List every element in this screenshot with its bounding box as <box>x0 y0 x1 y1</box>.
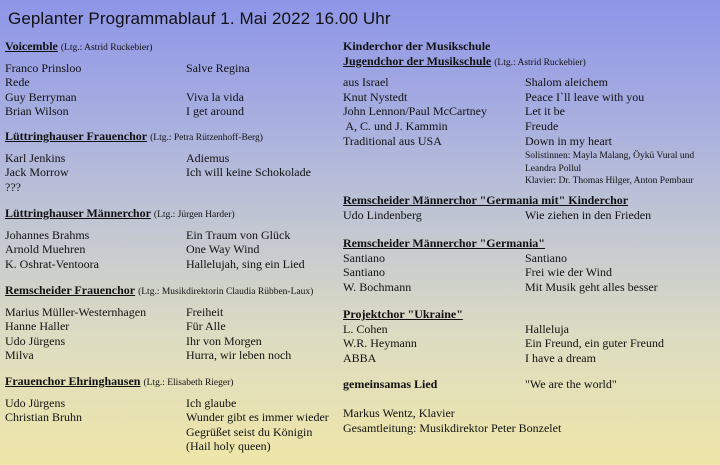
conductor: (Ltg.: Jürgen Harder) <box>153 210 235 220</box>
conductor: (Ltg.: Petra Rützenhoff-Berg) <box>150 133 263 143</box>
conductor: (Ltg.: Elisabeth Rieger) <box>143 378 234 388</box>
choir-name: Lüttringhauser Frauenchor <box>5 129 148 143</box>
program-row: ??? <box>5 179 21 194</box>
piano-note: Klavier: Dr. Thomas Hilger, Anton Pembaur <box>525 175 694 186</box>
section-luettringhauser-frauenchor <box>5 129 311 194</box>
program-row: Santiano Frei wie der Wind <box>343 265 612 280</box>
program-row: Rede <box>5 75 30 90</box>
choir-name: Voicemble <box>5 39 58 53</box>
soloists-note: Solistinnen: Mayla Malang, Öykü Vural und <box>525 151 695 162</box>
program-row: Hanne Haller Für Alle <box>5 319 226 334</box>
section-voicemble <box>5 39 250 119</box>
conductor: (Ltg.: Astrid Ruckebier) <box>494 57 586 68</box>
section-kinderchor <box>343 39 694 187</box>
program-row: Traditional aus USA Down in my heart <box>343 133 612 148</box>
joint-song-title: "We are the world" <box>525 377 617 391</box>
program-row: Santiano Santiano <box>343 250 567 265</box>
program-row: aus Israel Shalom aleichem <box>343 75 608 90</box>
program-row: Christian Bruhn Wunder gibt es immer wieder <box>5 410 329 425</box>
choir-name: Remscheider Frauenchor <box>5 283 136 297</box>
program-row: W.R. Heymann Ein Freund, ein guter Freund <box>343 336 664 351</box>
program-row: Udo Jürgens Ich glaube <box>5 395 237 410</box>
program-row: Guy Berryman Viva la vida <box>5 89 244 104</box>
choir-name: Frauenchor Ehringhausen <box>5 374 141 388</box>
choir-name: Remscheider Männerchor "Germania mit" Kinderchor <box>343 193 629 207</box>
program-row: L. Cohen Halleluja <box>343 321 569 336</box>
section-germania <box>343 236 658 294</box>
conductor: (Ltg.: Musikdirektorin Claudia Rübben-Laux) <box>138 287 314 297</box>
program-row: Udo Jürgens Ihr von Morgen <box>5 333 262 348</box>
pianist-credit: Markus Wentz, Klavier <box>343 406 455 420</box>
soloists-note: Leandra Pollul <box>525 163 582 174</box>
page-title: Geplanter Programmablauf 1. Mai 2022 16.00 Uhr <box>8 9 391 28</box>
section-ukraine <box>343 307 664 365</box>
program-row: A, C. und J. Kammin Freude <box>343 118 559 133</box>
overall-direction-credit: Gesamtleitung: Musikdirektor Peter Bonzelet <box>343 420 562 435</box>
section-remscheider-frauenchor <box>5 283 313 363</box>
choir-name: Kinderchor der Musikschule <box>343 39 491 53</box>
program-row: Marius Müller-Westernhagen Freiheit <box>5 304 224 319</box>
program-row: Karl Jenkins Adiemus <box>5 150 230 165</box>
program-row: W. Bochmann Mit Musik geht alles besser <box>343 279 658 294</box>
joint-song-label: gemeinsamas Lied <box>343 377 438 391</box>
section-germania-kinderchor <box>343 193 651 222</box>
program-row: Milva Hurra, wir leben noch <box>5 348 292 363</box>
choir-name: Jugendchor der Musikschule <box>343 53 492 68</box>
choir-name: Projektchor "Ukraine" <box>343 307 463 321</box>
program-row: John Lennon/Paul McCartney Let it be <box>343 104 565 119</box>
program-row: ABBA I have a dream <box>343 350 596 365</box>
section-gemeinsames-lied <box>343 377 617 392</box>
program-row: Gegrüßet seist du Königin <box>186 424 313 439</box>
section-frauenchor-ehringhausen <box>5 374 329 454</box>
program-row: Jack Morrow Ich will keine Schokolade <box>5 165 311 180</box>
section-luettringhauser-maennerchor <box>5 206 305 271</box>
program-row: Brian Wilson I get around <box>5 104 244 119</box>
program-row: Franco Prinsloo Salve Regina <box>5 60 250 75</box>
program-row: Johannes Brahms Ein Traum von Glück <box>5 227 291 242</box>
conductor: (Ltg.: Astrid Ruckebier) <box>60 43 153 53</box>
program-row: Knut Nystedt Peace I`ll leave with you <box>343 89 645 104</box>
choir-name: Remscheider Männerchor "Germania" <box>343 236 545 250</box>
program-row: K. Oshrat-Ventoora Hallelujah, sing ein Lied <box>5 256 305 271</box>
choir-name: Lüttringhauser Männerchor <box>5 206 151 220</box>
program-row: (Hail holy queen) <box>186 439 271 454</box>
program-row: Udo Lindenberg Wie ziehen in den Frieden <box>343 207 652 222</box>
footer-credits <box>343 406 561 435</box>
program-row: Arnold Muehren One Way Wind <box>5 242 260 257</box>
